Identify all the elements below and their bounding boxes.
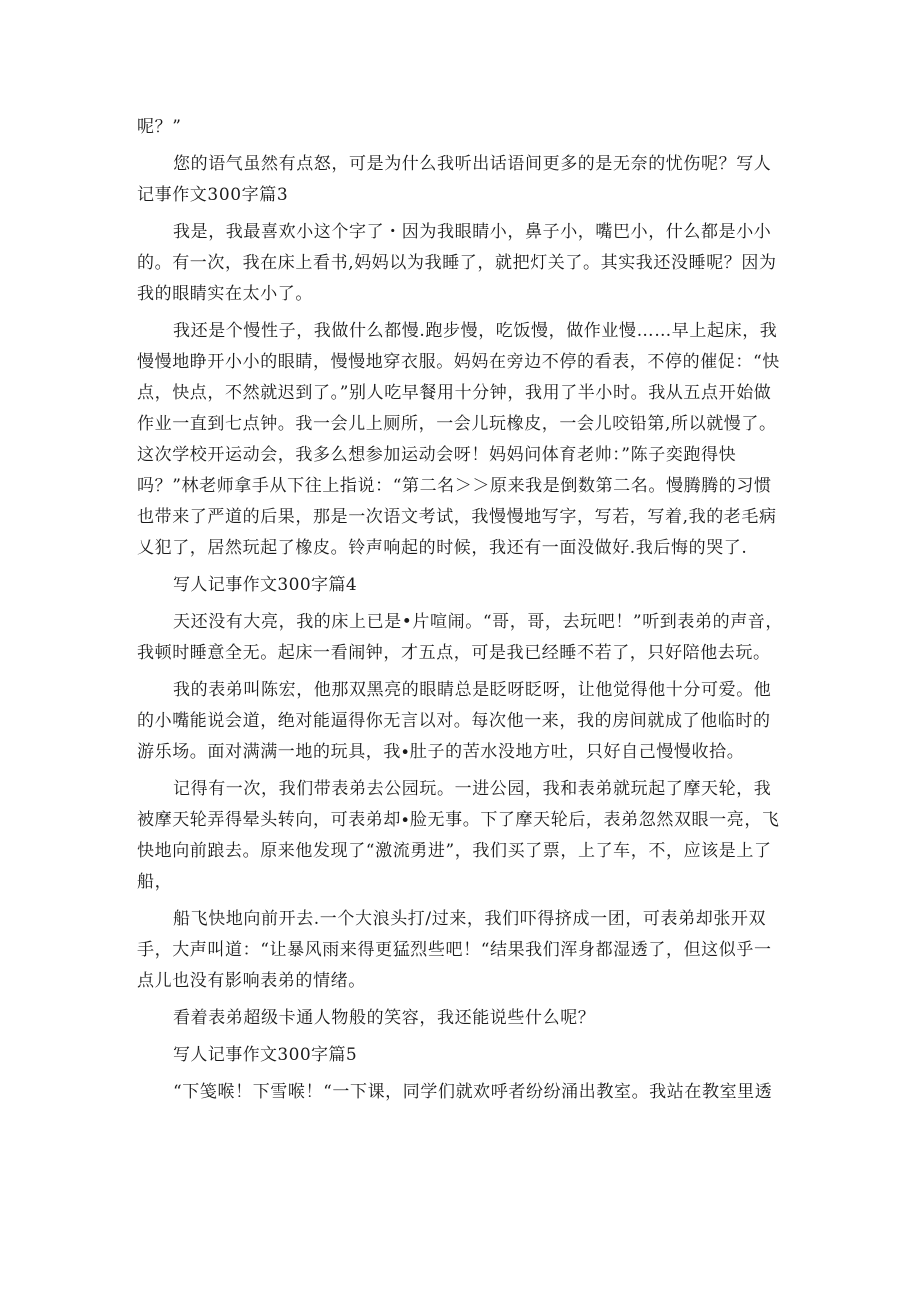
paragraph: 我还是个慢性子，我做什么都慢.跑步慢，吃饭慢，做作业慢……早上起床，我慢慢地睁开小小的眼睛，慢慢地穿衣服。妈妈在旁边不停的看表，不停的催促：“快点，快点，不然就迟到了。”别人吃早餐用十分钟，我用了半小时。我从五点开始做作业一直到七点钟。我一会儿上厕所，一会儿玩橡皮，一会儿咬铅第,所以就慢了。这次学校开运动会，我多么想参加运动会呀！妈妈问体育老帅：”陈子奕跑得快吗？”林老师拿手从下往上指说：“第二名＞＞原来我是倒数第二名。慢腾腾的习惯也带来了严道的后果，那是一次语文考试，我慢慢地写字，写若，写着,我的老毛病乂犯了，居然玩起了橡皮。铃声响起的时候，我还有一面没做好.我后悔的哭了. — [137, 321, 780, 558]
section-heading: 写人记事作文300字篇4 — [173, 575, 358, 595]
paragraph: 呢？” — [137, 117, 182, 137]
document-body — [137, 112, 783, 1114]
paragraph: 船飞快地向前开去.一个大浪头打/过来，我们吓得挤成一团，可表弟却张开双手，大声叫道：“让暴风雨来得更猛烈些吧！“结果我们浑身都湿透了，但这似乎一点儿也没有影响表弟的情绪。 — [137, 909, 772, 991]
paragraph: 我是，我最喜欢小这个字了・因为我眼睛小，鼻子小，嘴巴小，什么都是小小的。有一次，我在床上看书,妈妈以为我睡了，就把灯关了。其实我还没睡呢？因为我的眼睛实在太小了。 — [137, 222, 777, 304]
paragraph: “下笺喉！下雪喉！“一下课，同学们就欢呼者纷纷涌出教室。我站在教室里透 — [173, 1082, 773, 1102]
paragraph: 天还没有大亮，我的床上已是•片喧闹。“哥，哥，去玩吧！”听到表弟的声音，我顿时睡意全无。起床一看闹钟，才五点，可是我已经睡不若了，只好陪他去玩。 — [137, 612, 784, 663]
section-heading: 写人记事作文300字篇5 — [173, 1045, 358, 1065]
paragraph: 您的语气虽然有点怒，可是为什么我听出话语间更多的是无奈的忧伤呢？写人记事作文300字篇3 — [137, 154, 772, 205]
paragraph: 记得有一次，我们带表弟去公园玩。一进公园，我和表弟就玩起了摩天轮，我被摩天轮弄得晕头转向，可表弟却∙脸无事。下了摩天轮后，表弟忽然双眼一亮，飞快地向前踉去。原来他发现了“激流勇进”，我们买了票，上了车，不，应该是上了船， — [137, 779, 780, 892]
paragraph: 看着表弟超级卡通人物般的笑容，我还能说些什么呢？ — [173, 1008, 596, 1028]
paragraph: 我的表弟叫陈宏，他那双黑亮的眼睛总是眨呀眨呀，让他觉得他十分可爱。他的小嘴能说会道，绝对能逼得你无言以对。每次他一来，我的房间就成了他临时的游乐场。面对满满一地的玩具，我∙肚子的苦水没地方吐，只好自己慢慢收拾。 — [137, 680, 772, 762]
